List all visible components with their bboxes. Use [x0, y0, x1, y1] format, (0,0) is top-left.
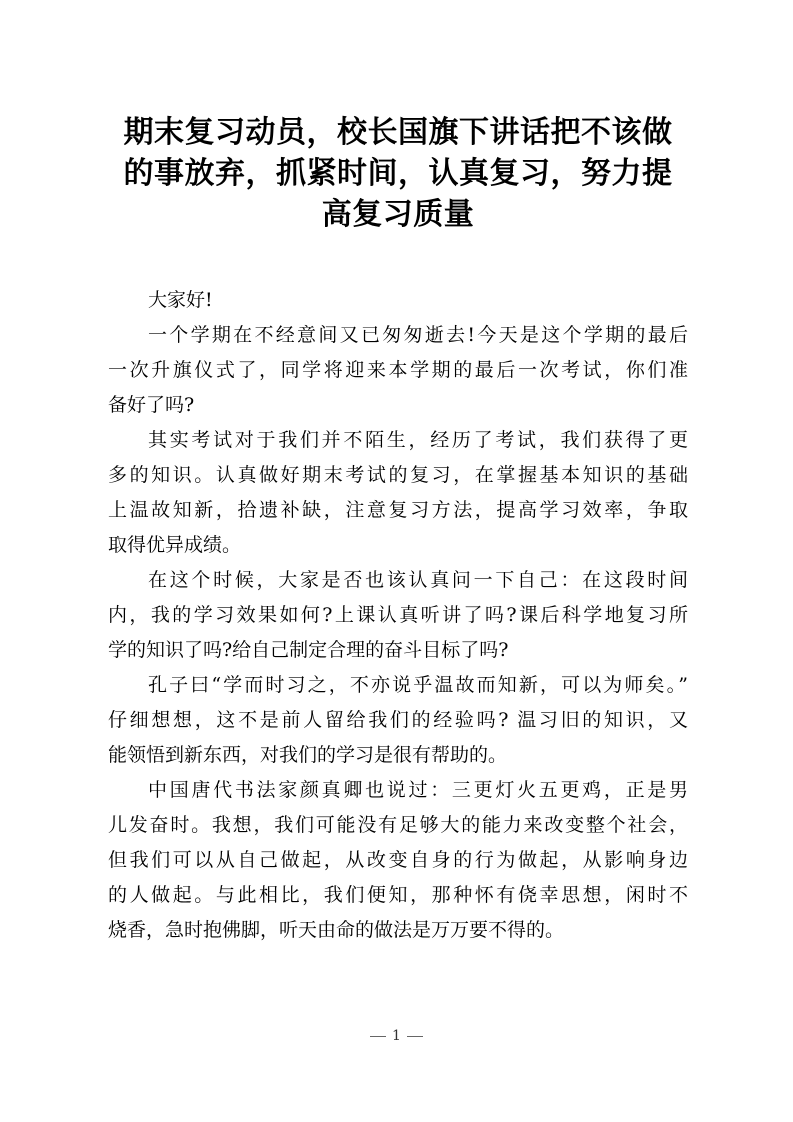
- paragraph: [108, 668, 688, 773]
- paragraph-line: 多的知识。认真做好期末考试的复习，在掌握基本知识的基础: [108, 464, 688, 486]
- paragraph: [108, 773, 688, 948]
- dash-decoration: [370, 1036, 386, 1037]
- title-line: 的事放弃，抓紧时间，认真复习，努力提: [123, 156, 673, 191]
- paragraph-line: 在这个时候，大家是否也该认真问一下自己：在这段时间: [148, 569, 688, 591]
- paragraph-line: 一个学期在不经意间又已匆匆逝去!今天是这个学期的最后: [148, 324, 688, 346]
- paragraph-line: 一次升旗仪式了，同学将迎来本学期的最后一次考试，你们准: [108, 359, 688, 381]
- paragraph-line: 孔子曰“学而时习之，不亦说乎温故而知新，可以为师矣。”: [148, 674, 688, 696]
- paragraph-line: 烧香，急时抱佛脚，听天由命的做法是万万要不得的。: [108, 919, 565, 941]
- document-title: [108, 112, 688, 235]
- paragraph-line: 能领悟到新东西，对我们的学习是很有帮助的。: [108, 744, 508, 766]
- paragraph-line: 上温故知新，拾遗补缺，注意复习方法，提高学习效率，争取: [108, 499, 688, 521]
- paragraph-line: 备好了吗?: [108, 394, 195, 416]
- paragraph: [108, 423, 688, 563]
- page-number: 1: [392, 1028, 401, 1044]
- paragraph-line: 但我们可以从自己做起，从改变自身的行为做起，从影响身边: [108, 849, 688, 871]
- paragraph: [108, 318, 688, 423]
- page-footer: [0, 1028, 793, 1044]
- paragraph-line: 大家好!: [148, 289, 213, 311]
- document-body: [108, 283, 688, 948]
- paragraph-greeting: [108, 283, 688, 318]
- paragraph-line: 仔细想想，这不是前人留给我们的经验吗? 温习旧的知识，又: [108, 709, 688, 731]
- paragraph: [108, 563, 688, 668]
- paragraph-line: 儿发奋时。我想，我们可能没有足够大的能力来改变整个社会，: [108, 814, 688, 836]
- paragraph-line: 内，我的学习效果如何?上课认真听讲了吗?课后科学地复习所: [108, 604, 688, 626]
- title-line: 期末复习动员，校长国旗下讲话把不该做: [123, 115, 673, 150]
- paragraph-line: 中国唐代书法家颜真卿也说过：三更灯火五更鸡，正是男: [148, 779, 688, 801]
- title-line: 高复习质量: [321, 197, 475, 232]
- paragraph-line: 的人做起。与此相比，我们便知，那种怀有侥幸思想，闲时不: [108, 884, 688, 906]
- paragraph-line: 取得优异成绩。: [108, 534, 242, 556]
- paragraph-line: 学的知识了吗?给自己制定合理的奋斗目标了吗?: [108, 639, 509, 661]
- paragraph-line: 其实考试对于我们并不陌生，经历了考试，我们获得了更: [148, 429, 688, 451]
- dash-decoration: [407, 1036, 423, 1037]
